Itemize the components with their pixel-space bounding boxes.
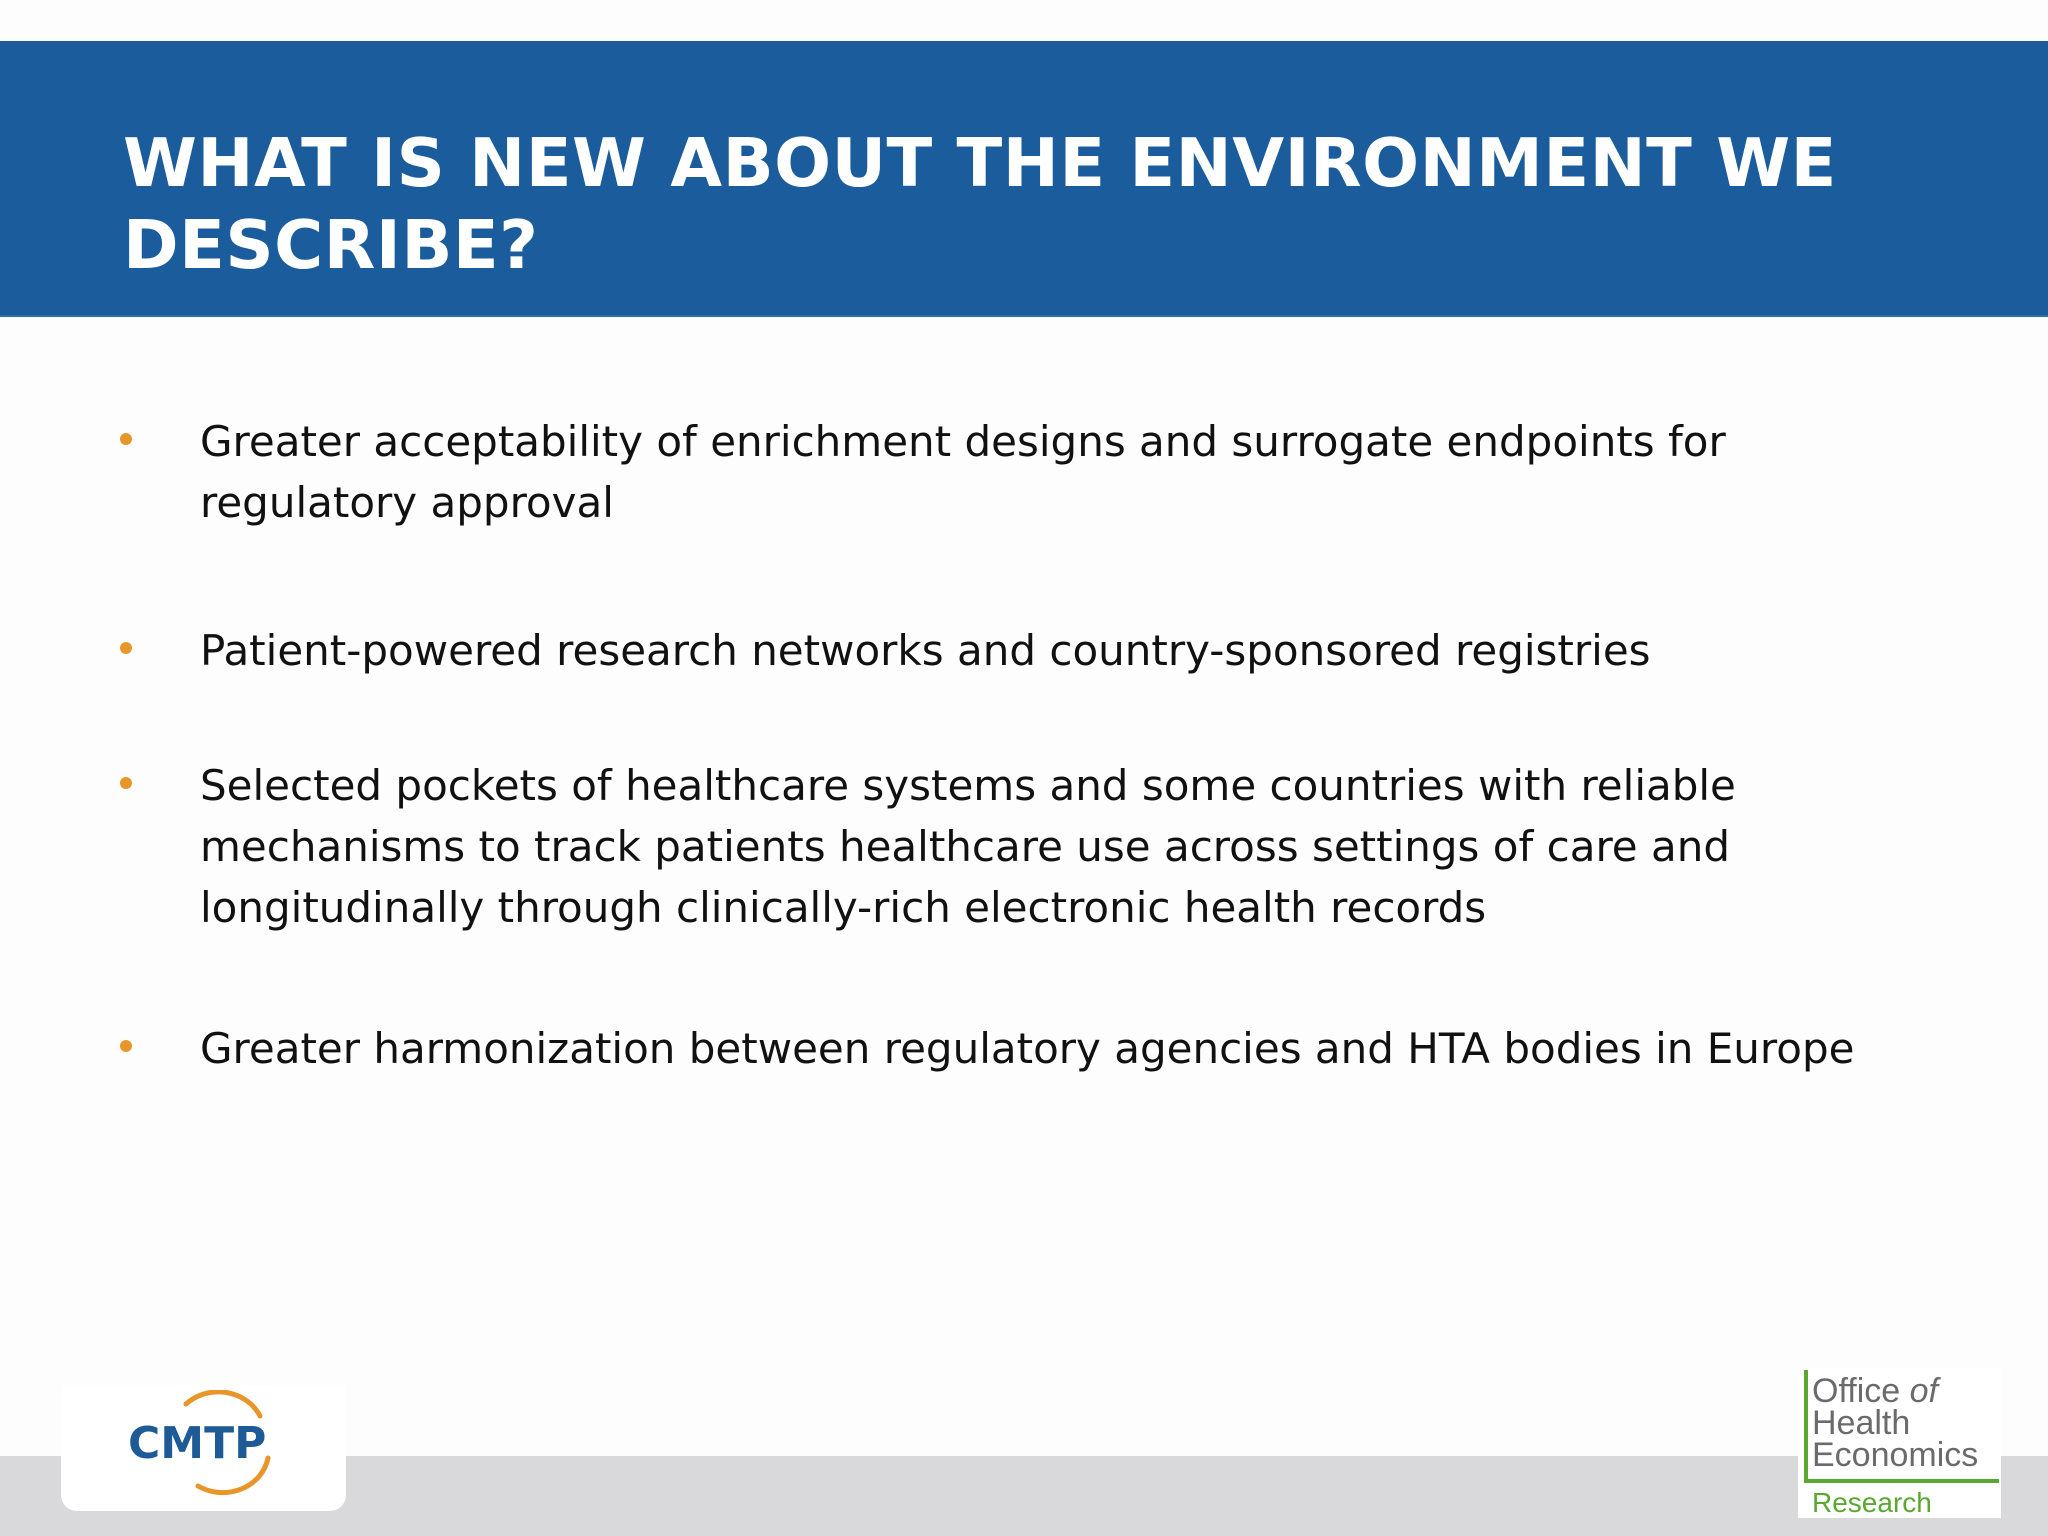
ohe-line-1: Office of <box>1812 1372 1938 1410</box>
bullet-marker-icon <box>120 642 132 654</box>
bullet-marker-icon <box>120 1040 132 1052</box>
bullet-text: Patient-powered research networks and country-sponsored registries <box>200 626 1651 675</box>
bullet-text: Selected pockets of healthcare systems and some countries with reliable mechanisms to track patients healthcare use across settings of care and longitudinally through clinically-rich electronic health records <box>200 761 1736 932</box>
ohe-line-4: Research <box>1812 1487 1932 1518</box>
ohe-bar-vertical-icon <box>1804 1370 1808 1482</box>
cmtp-logo-text: CMTP <box>128 1418 267 1469</box>
ohe-line-2: Health <box>1812 1404 1911 1442</box>
bullet-marker-icon <box>120 777 132 789</box>
slide-title: WHAT IS NEW ABOUT THE ENVIRONMENT WE DESCRIBE? <box>123 124 1837 284</box>
bullet-text: Greater harmonization between regulatory agencies and HTA bodies in Europe <box>200 1024 1855 1073</box>
bullet-text: Greater acceptability of enrichment designs and surrogate endpoints for regulatory approval <box>200 417 1726 527</box>
bullet-marker-icon <box>120 433 132 445</box>
ohe-bar-horizontal-icon <box>1804 1479 1999 1483</box>
cmtp-logo <box>120 1390 290 1500</box>
ohe-line-3: Economics <box>1812 1436 1979 1474</box>
cmtp-arc-top-icon <box>186 1392 260 1416</box>
ohe-logo <box>1798 1368 2001 1518</box>
